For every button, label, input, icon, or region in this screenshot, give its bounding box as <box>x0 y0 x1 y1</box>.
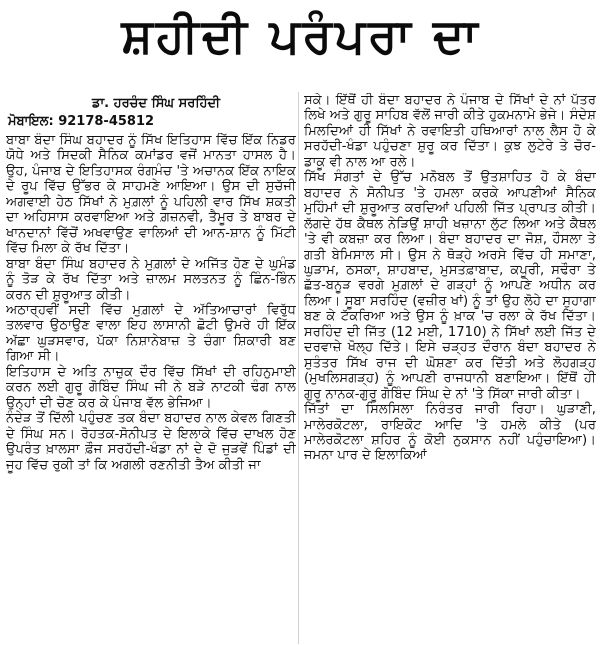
paragraph: ਅਠਾਰ੍ਹਵੀਂ ਸਦੀ ਵਿੱਚ ਮੁਗ਼ਲਾਂ ਦੇ ਅੱਤਿਆਚਾਰਾਂ ਵਿਰੁੱਧ ਤਲਵਾਰ ਉਠਾਉਣ ਵਾਲਾ ਇਹ ਲਾਸਾਨੀ ਛੋਟੀ ਉਮਰੇ ਹੀ ਇੱਕ ਅੱਛਾ ਘੁੜਸਵਾਰ, ਪੱਕਾ ਨਿਸ਼ਾਨੇਬਾਜ਼ ਤੇ ਚੰਗਾ ਸ਼ਿਕਾਰੀ ਬਣ ਗਿਆ ਸੀ। <box>6 302 296 365</box>
paragraph: ਬਾਬਾ ਬੰਦਾ ਸਿੰਘ ਬਹਾਦਰ ਨੂੰ ਸਿੱਖ ਇਤਿਹਾਸ ਵਿੱਚ ਇੱਕ ਨਿਡਰ ਯੋਧੇ ਅਤੇ ਸਿਦਕੀ ਸੈਨਿਕ ਕਮਾਂਡਰ ਵਜੋਂ ਮਾਨਤਾ ਹਾਸਲ ਹੈ। ਉਹ, ਪੰਜਾਬ ਦੇ ਇਤਿਹਾਸਕ ਰੰਗਮੰਚ 'ਤੇ ਅਚਾਨਕ ਇੱਕ ਨਾਇਕ ਦੇ ਰੂਪ ਵਿੱਚ ਉੱਭਰ ਕੇ ਸਾਹਮਣੇ ਆਇਆ। ਉਸ ਦੀ ਸੁਚੱਜੀ ਅਗਵਾਈ ਹੇਠ ਸਿੱਖਾਂ ਨੇ ਮੁਗ਼ਲਾਂ ਨੂੰ ਪਹਿਲੀ ਵਾਰ ਸਿੱਖ ਸ਼ਕਤੀ ਦਾ ਅਹਿਸਾਸ ਕਰਵਾਇਆ ਅਤੇ ਗ਼ਜ਼ਨਵੀ, ਤੈਮੂਰ ਤੇ ਬਾਬਰ ਦੇ ਖਾਨਦਾਨਾਂ ਵਿੱਚੋਂ ਅਖਵਾਉਣ ਵਾਲਿਆਂ ਦੀ ਆਨ-ਸ਼ਾਨ ਨੂੰ ਮਿੱਟੀ ਵਿੱਚ ਮਿਲਾ ਕੇ ਰੱਖ ਦਿੱਤਾ। <box>6 133 296 257</box>
paragraph: ਬਾਬਾ ਬੰਦਾ ਸਿੰਘ ਬਹਾਦਰ ਨੇ ਮੁਗ਼ਲਾਂ ਦੇ ਅਜਿੱਤ ਹੋਣ ਦੇ ਘੁਮੰਡ ਨੂੰ ਤੋੜ ਕੇ ਰੱਖ ਦਿੱਤਾ ਅਤੇ ਜ਼ਾਲਮ ਸਲਤਨਤ ਨੂੰ ਛਿੰਨ-ਭਿੰਨ ਕਰਨ ਦੀ ਸ਼ੁਰੂਆਤ ਕੀਤੀ। <box>6 256 296 303</box>
headline: ਸ਼ਹੀਦੀ ਪਰੰਪਰਾ ਦਾ <box>121 9 481 64</box>
column-divider <box>298 92 299 644</box>
author-mobile: ਮੋਬਾਇਲ: 92178-45812 <box>8 114 155 129</box>
author-name: ਡਾ. ਹਰਚੰਦ ਸਿੰਘ ਸਰਹਿੰਦੀ <box>92 96 221 111</box>
paragraph: ਨੰਦੇੜ ਤੋਂ ਦਿੱਲੀ ਪਹੁੰਚਣ ਤਕ ਬੰਦਾ ਬਹਾਦਰ ਨਾਲ ਕੇਵਲ ਗਿਣਤੀ ਦੇ ਸਿੰਘ ਸਨ। ਰੋਹਤਕ-ਸੋਨੀਪਤ ਦੇ ਇਲਾਕੇ ਵਿੱਚ ਦਾਖਲ ਹੋਣ ਉਪਰੰਤ ਖ਼ਾਲਸਾ ਫ਼ੌਜ ਸਰਹੱਦੀ-ਖੰਡਾ ਨਾਂ ਦੇ ਦੋ ਜੁੜਵੇਂ ਪਿੰਡਾਂ ਦੀ ਜੂਹ ਵਿੱਚ ਰੁਕੀ ਤਾਂ ਕਿ ਅਗਲੀ ਰਣਨੀਤੀ ਤੈਅ ਕੀਤੀ ਜਾ <box>6 411 296 473</box>
paragraph: ਸਕੇ। ਇੱਥੋਂ ਹੀ ਬੰਦਾ ਬਹਾਦਰ ਨੇ ਪੰਜਾਬ ਦੇ ਸਿੱਖਾਂ ਦੇ ਨਾਂ ਪੱਤਰ ਲਿਖੇ ਅਤੇ ਗੁਰੂ ਸਾਹਿਬ ਵੱਲੋਂ ਜਾਰੀ ਕੀਤੇ ਹੁਕਮਨਾਮੇ ਭੇਜੇ। ਸੰਦੇਸ਼ ਮਿਲਦਿਆਂ ਹੀ ਸਿੱਖਾਂ ਨੇ ਰਵਾਇਤੀ ਹਥਿਆਰਾਂ ਨਾਲ ਲੈਸ ਹੋ ਕੇ ਸਰਹੱਦੀ-ਖੰਡਾ ਪਹੁੰਚਣਾ ਸ਼ੁਰੂ ਕਰ ਦਿੱਤਾ। ਕੁਝ ਲੁਟੇਰੇ ਤੇ ਚੋਰ-ਡਾਕੂ ਵੀ ਨਾਲ ਆ ਰਲੇ। <box>304 93 596 170</box>
right-column <box>304 93 596 641</box>
paragraph: ਜਿੱਤਾਂ ਦਾ ਸਿਲਸਿਲਾ ਨਿਰੰਤਰ ਜਾਰੀ ਰਿਹਾ। ਘੁੜਾਣੀ, ਮਾਲੇਰਕੋਟਲਾ, ਰਾਇਕੋਟ ਆਦਿ 'ਤੇ ਹਮਲੇ ਕੀਤੇ (ਪਰ ਮਾਲੇਰਕੋਟਲਾ ਸ਼ਹਿਰ ਨੂੰ ਕੋਈ ਨੁਕਸਾਨ ਨਹੀਂ ਪਹੁੰਚਾਇਆ)। ਜਮਨਾ ਪਾਰ ਦੇ ਇਲਾਕਿਆਂ <box>304 402 596 464</box>
paragraph: ਸਿੱਖ ਸੰਗਤਾਂ ਦੇ ਉੱਚ ਮਨੋਬਲ ਤੋਂ ਉਤਸ਼ਾਹਿਤ ਹੋ ਕੇ ਬੰਦਾ ਬਹਾਦਰ ਨੇ ਸੋਨੀਪਤ 'ਤੇ ਹਮਲਾ ਕਰਕੇ ਆਪਣੀਆਂ ਸੈਨਿਕ ਮੁਹਿੰਮਾਂ ਦੀ ਸ਼ੁਰੂਆਤ ਕਰਦਿਆਂ ਪਹਿਲੀ ਜਿੱਤ ਪ੍ਰਾਪਤ ਕੀਤੀ। ਲੱਗਦੇ ਹੱਥ ਕੈਥਲ ਨੇੜਿਉਂ ਸ਼ਾਹੀ ਖਜ਼ਾਨਾ ਲੁੱਟ ਲਿਆ ਅਤੇ ਕੈਥਲ 'ਤੇ ਵੀ ਕਬਜ਼ਾ ਕਰ ਲਿਆ। ਬੰਦਾ ਬਹਾਦਰ ਦਾ ਜੋਸ਼, ਹੌਸਲਾ ਤੇ ਗਤੀ ਬੇਮਿਸਾਲ ਸੀ। ਉਸ ਨੇ ਥੋੜ੍ਹੇ ਅਰਸੇ ਵਿੱਚ ਹੀ ਸਮਾਣਾ, ਘੁੜਾਮ, ਠਸਕਾ, ਸ਼ਾਹਬਾਦ, ਮੁਸਤਫ਼ਾਬਾਦ, ਕਪੂਰੀ, ਸਢੌਰਾ ਤੇ ਛੱਤ-ਬਨੂੜ ਵਰਗੇ ਮੁਗ਼ਲਾਂ ਦੇ ਗੜ੍ਹਾਂ ਨੂੰ ਆਪਣੇ ਅਧੀਨ ਕਰ ਲਿਆ। ਸੂਬਾ ਸਰਹਿੰਦ (ਵਜ਼ੀਰ ਖਾਂ) ਨੂੰ ਤਾਂ ਉਹ ਲੋਹੇ ਦਾ ਸੁਹਾਗਾ ਬਣ ਕੇ ਟੱਕਰਿਆ ਅਤੇ ਉਸ ਨੂੰ ਖ਼ਾਕ 'ਚ ਰਲਾ ਕੇ ਰੱਖ ਦਿੱਤਾ। ਸਰਹਿੰਦ ਦੀ ਜਿੱਤ (12 ਮਈ, 1710) ਨੇ ਸਿੱਖਾਂ ਲਈ ਜਿੱਤ ਦੇ ਦਰਵਾਜ਼ੇ ਖੋਲ੍ਹ ਦਿੱਤੇ। ਇਸੇ ਚੜ੍ਹਤ ਦੌਰਾਨ ਬੰਦਾ ਬਹਾਦਰ ਨੇ ਸੁਤੰਤਰ ਸਿੱਖ ਰਾਜ ਦੀ ਘੋਸ਼ਣਾ ਕਰ ਦਿੱਤੀ ਅਤੇ ਲੋਹਗੜ੍ਹ (ਮੁਖਲਿਸਗੜ੍ਹ) ਨੂੰ ਆਪਣੀ ਰਾਜਧਾਨੀ ਬਣਾਇਆ। ਇੱਥੋਂ ਹੀ ਗੁਰੂ ਨਾਨਕ-ਗੁਰੂ ਗੋਬਿੰਦ ਸਿੰਘ ਦੇ ਨਾਂ 'ਤੇ ਸਿੱਕਾ ਜਾਰੀ ਕੀਤਾ। <box>304 170 596 402</box>
byline <box>6 95 296 131</box>
paragraph: ਇਤਿਹਾਸ ਦੇ ਅਤਿ ਨਾਜ਼ੁਕ ਦੌਰ ਵਿੱਚ ਸਿੱਖਾਂ ਦੀ ਰਹਿਨੁਮਾਈ ਕਰਨ ਲਈ ਗੁਰੂ ਗੋਬਿੰਦ ਸਿੰਘ ਜੀ ਨੇ ਬੜੇ ਨਾਟਕੀ ਢੰਗ ਨਾਲ ਉਨ੍ਹਾਂ ਦੀ ਚੋਣ ਕਰ ਕੇ ਪੰਜਾਬ ਵੱਲ ਭੇਜਿਆ। <box>6 364 296 411</box>
left-column <box>6 133 296 643</box>
